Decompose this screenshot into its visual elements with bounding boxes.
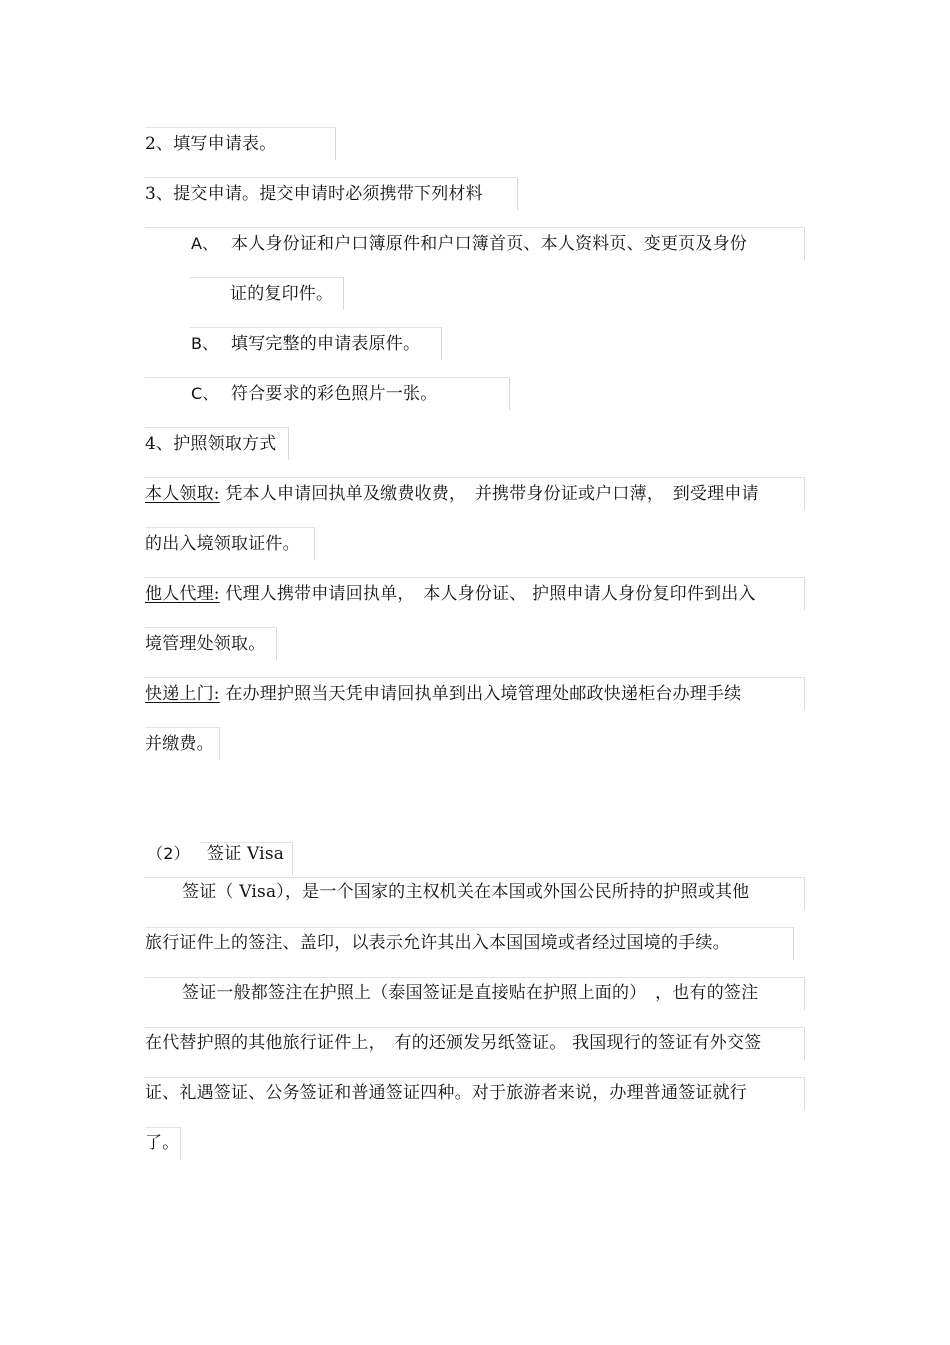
agent-pickup-text: 代理人携带申请回执单， 本人身份证、 护照申请人身份复印件到出入 [219, 584, 756, 604]
item-b-marker: B、 [191, 334, 219, 353]
item-c-line [191, 383, 437, 405]
step-4-line: 4、护照领取方式 [145, 434, 277, 454]
visa-p2-line-1: 签证一般都签注在护照上（泰国签证是直接贴在护照上面的） ，也有的签注 [182, 983, 759, 1003]
visa-p2-line-4: 了。 [145, 1133, 180, 1153]
visa-p2-line-3: 证、礼遇签证、公务签证和普通签证四种。对于旅游者来说，办理普通签证就行 [145, 1083, 747, 1103]
express-line-1 [145, 683, 741, 705]
item-a-line-2: 证的复印件。 [230, 284, 334, 304]
item-a-text: 本人身份证和户口簿原件和户口簿首页、本人资料页、变更页及身份 [231, 234, 747, 254]
visa-p2-line-2: 在代替护照的其他旅行证件上， 有的还颁发另纸签证。 我国现行的签证有外交签 [145, 1033, 762, 1053]
agent-pickup-line-2: 境管理处领取。 [145, 634, 266, 654]
self-pickup-text: 凭本人申请回执单及缴费收费， 并携带身份证或户口薄， 到受理申请 [219, 484, 759, 504]
agent-pickup-line-1 [145, 583, 756, 605]
express-text: 在办理护照当天凭申请回执单到出入境管理处邮政快递柜台办理手续 [219, 684, 742, 704]
step-2-line: 2、填写申请表。 [145, 134, 277, 154]
agent-pickup-label: 他人代理: [145, 584, 220, 604]
visa-heading-number: （2） [147, 844, 190, 863]
item-a-marker: A、 [191, 234, 219, 253]
visa-p1-line-2: 旅行证件上的签注、盖印，以表示允许其出入本国国境或者经过国境的手续。 [145, 933, 730, 953]
visa-heading [147, 843, 284, 865]
item-a-line-1 [191, 233, 747, 255]
item-c-text: 符合要求的彩色照片一张。 [231, 384, 438, 404]
item-c-marker: C、 [191, 384, 219, 403]
self-pickup-label: 本人领取: [145, 484, 220, 504]
express-label: 快递上门: [145, 684, 220, 704]
visa-heading-text: 签证 Visa [207, 844, 285, 864]
item-b-text: 填写完整的申请表原件。 [231, 334, 421, 354]
self-pickup-line-2: 的出入境领取证件。 [145, 534, 300, 554]
item-b-line [191, 333, 420, 355]
visa-p1-line-1: 签证（ Visa），是一个国家的主权机关在本国或外国公民所持的护照或其他 [182, 882, 750, 902]
express-line-2: 并缴费。 [145, 734, 214, 754]
step-3-line: 3、提交申请。提交申请时必须携带下列材料 [145, 184, 483, 204]
self-pickup-line-1 [145, 483, 759, 505]
